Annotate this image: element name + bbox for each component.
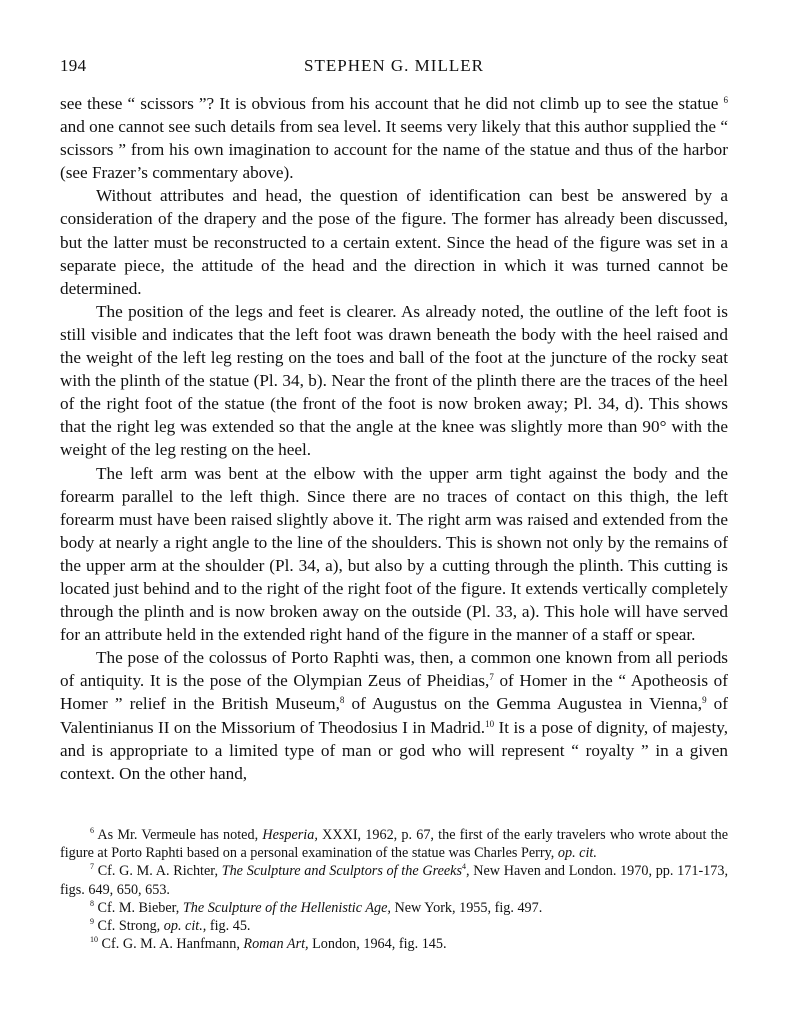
text-run: fig. 45.: [206, 918, 251, 935]
running-head: STEPHEN G. MILLER: [304, 56, 484, 75]
text-run: New York, 1955, fig. 497.: [390, 899, 543, 916]
text-run: Cf. Strong,: [94, 918, 164, 935]
note-reference: 8: [90, 898, 94, 908]
text-run: The left arm was bent at the elbow with the upper arm tight against the body and the forearm parallel to the left thigh. Since there are no traces of contact on this thigh, the left forearm must have been raised slightly above it. The right arm was raised and extended from the body at nearly a right angle to the line of the shoulders. This is shown not only by the remains of the upper arm at the shoulder (Pl. 34, a), but also by a cutting through the plinth. This cutting is located just behind and to the right of the right foot of the figure. It extends vertically completely through the plinth and is now broken away on the outside (Pl. 33, a). This hole will have served for an attribute held in the extended right hand of the figure in the manner of a staff or spear.: [60, 463, 728, 645]
body-text: [60, 92, 728, 785]
text-run: As Mr. Vermeule has noted,: [94, 827, 263, 843]
page-number: 194: [60, 56, 87, 75]
page-header: [60, 56, 728, 80]
footnotes: [60, 826, 728, 953]
note-reference: 6: [90, 826, 94, 835]
paragraph: [60, 646, 728, 785]
footnote: [60, 862, 728, 898]
paragraph: [60, 462, 728, 647]
note-reference: 4: [462, 862, 466, 872]
note-reference: 6: [723, 95, 728, 105]
paragraph: [60, 300, 728, 462]
text-run: of Augustus on the Gemma Augustea in Vienna,: [344, 694, 703, 714]
paragraph: [60, 184, 728, 299]
text-run: XXXI, 1962, p. 67, the first of the early travelers who wrote about the figure at Porto Raphti based on a personal examination of the statue was Charles Perry,: [60, 827, 728, 862]
text-run: The position of the legs and feet is clearer. As already noted, the outline of the left foot is still visible and indicates that the left foot was drawn beneath the body with the heel raised and the weight of the left leg resting on the toes and ball of the foot at the juncture of the rocky seat with the plinth of the statue (Pl. 34, b). Near the front of the plinth there are the traces of the heel of the right foot of the statue (the front of the foot is now broken away; Pl. 34, d). This shows that the right leg was extended so that the angle at the knee was slightly more than 90° with the weight of the leg resting on the heel.: [60, 301, 728, 460]
text-run: London, 1964, fig. 145.: [308, 936, 447, 953]
text-run: of Valentinianus II on the Missorium of Theodosius I in Madrid.: [60, 694, 728, 737]
text-run: Cf. M. Bieber,: [94, 899, 183, 916]
italic-text: The Sculpture and Sculptors of the Greeks: [221, 863, 462, 880]
italic-text: The Sculpture of the Hellenistic Age,: [182, 899, 391, 916]
italic-text: Roman Art,: [243, 936, 309, 953]
text-run: , New Haven and London. 1970, pp. 171-173, figs. 649, 650, 653.: [60, 863, 728, 898]
text-run: see these “ scissors ”? It is obvious from his account that he did not climb up to see the statue: [60, 94, 724, 113]
note-reference: 10: [485, 718, 495, 729]
note-reference: 7: [90, 862, 94, 872]
footnote: [60, 917, 728, 935]
paragraph: [60, 92, 728, 184]
text-run: The pose of the colossus of Porto Raphti was, then, a common one known from all periods of antiquity. It is the pose of the Olympian Zeus of Pheidias,: [60, 648, 728, 691]
text-run: Cf. G. M. A. Richter,: [94, 863, 222, 880]
text-run: of Homer in the “ Apotheosis of Homer ” relief in the British Museum,: [60, 671, 728, 714]
text-run: It is a pose of dignity, of majesty, and is appropriate to a limited type of man or god who will represent “ royalty ” in a given context. On the other hand,: [60, 717, 728, 783]
footnote: [60, 826, 728, 862]
note-reference: 8: [339, 695, 345, 706]
note-reference: 9: [90, 917, 94, 927]
text-run: Cf. G. M. A. Hanfmann,: [98, 936, 244, 953]
text-run: and one cannot see such details from sea level. It seems very likely that this author supplied the “ scissors ” from his own imagination to account for the name of the statue and thus of the harbor (see Frazer’s commentary above).: [60, 117, 728, 183]
note-reference: 9: [702, 695, 707, 706]
italic-text: op. cit.,: [163, 918, 207, 935]
note-reference: 7: [489, 672, 494, 683]
note-reference: 10: [90, 935, 98, 945]
italic-text: Hesperia,: [262, 827, 318, 843]
italic-text: op. cit.: [557, 845, 597, 862]
text-run: Without attributes and head, the question of identification can best be answered by a consideration of the drapery and the pose of the figure. The former has already been discussed, but the latter must be reconstructed to a certain extent. Since the head of the figure was set in a separate piece, the attitude of the head and the direction in which it was turned cannot be determined.: [60, 186, 728, 298]
footnote: [60, 899, 728, 917]
footnote: [60, 935, 728, 953]
